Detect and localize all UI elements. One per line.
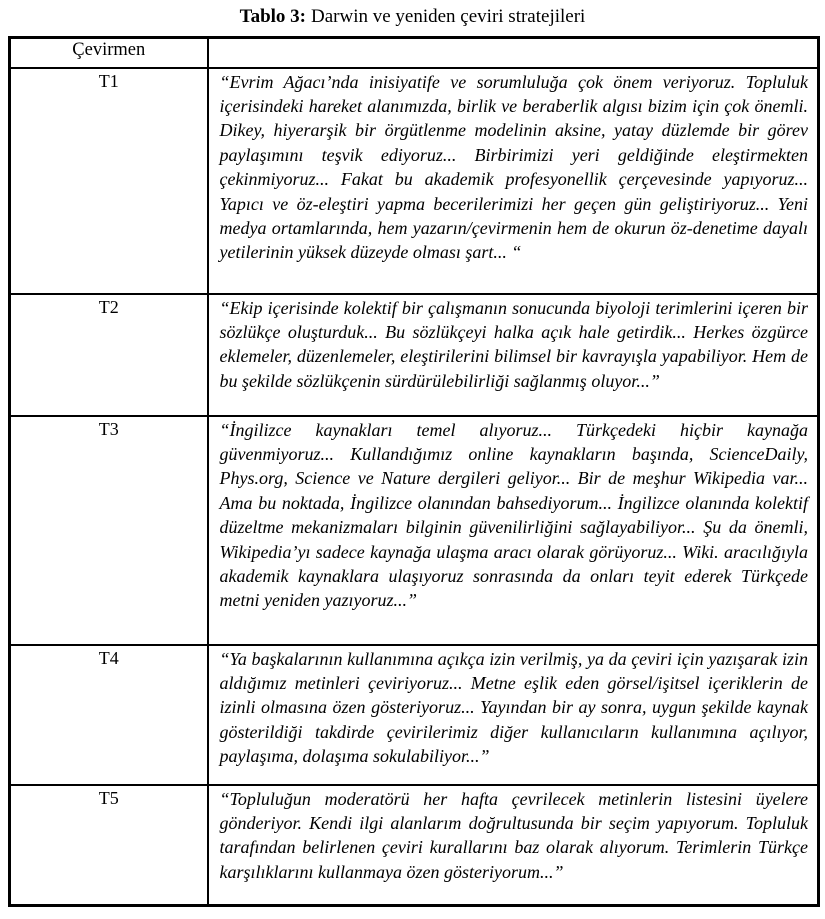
table-caption: [8, 5, 817, 29]
quote-cell: “Topluluğun moderatörü her hafta çevrilecek metinlerin listesini üyelere gönderiyor. Kendi ilgi alanlarım doğrultusunda bir seçim yapıyorum. Topluluk tarafından belirlenen çeviri kurallarını baz olarak alıyorum. Terimlerin Türkçe karşılıklarını kullanmaya özen gösteriyorum...”: [208, 785, 819, 906]
header-cell-quote: [208, 38, 819, 68]
translator-cell: T2: [10, 294, 208, 416]
header-cell-translator: Çevirmen: [10, 38, 208, 68]
quote-cell: “Ekip içerisinde kolektif bir çalışmanın sonucunda biyoloji terimlerini içeren bir sözlükçe oluşturduk... Bu sözlükçeyi halka açık hale getirdik... Herkes özgürce eklemeler, düzenlemeler, eleştirilerini bilimsel bir kavrayışla yapabiliyor. Hem de bu şekilde sözlükçenin sürdürülebilirliği sağlanmış oluyor...”: [208, 294, 819, 416]
table-header-row: [10, 38, 819, 68]
table-row: [10, 785, 819, 906]
table-row: [10, 645, 819, 785]
quote-cell: “Ya başkalarının kullanımına açıkça izin verilmiş, ya da çeviri için yazışarak izin aldığımız metinleri çeviriyoruz... Metne eşlik eden görsel/işitsel içeriklerin de izinli olmasına özen gösteriyoruz... Yayından bir ay sonra, uygun şekilde kaynak gösterildiği takdirde çevirilerimiz diğer kullanıcıların kullanımına açılıyor, paylaşıma, dolaşıma sokulabiliyor...”: [208, 645, 819, 785]
table-caption-label: Tablo 3:: [239, 6, 306, 27]
table-row: [10, 416, 819, 645]
translator-cell: T1: [10, 68, 208, 294]
table-row: [10, 68, 819, 294]
table-caption-text: Darwin ve yeniden çeviri stratejileri: [311, 6, 586, 27]
translation-strategies-table: [8, 36, 820, 907]
table-row: [10, 294, 819, 416]
translator-cell: T4: [10, 645, 208, 785]
translator-cell: T5: [10, 785, 208, 906]
translator-cell: T3: [10, 416, 208, 645]
quote-cell: “İngilizce kaynakları temel alıyoruz... Türkçedeki hiçbir kaynağa güvenmiyoruz... Kullandığımız online kaynakların başında, ScienceDaily, Phys.org, Science ve Nature dergileri geliyor... Bir de meşhur Wikipedia var... Ama bu noktada, İngilizce olanından bahsediyorum... İngilizce olanında kolektif düzeltme mekanizmaları bilginin güvenilirliğini sağlayabiliyor... Şu da önemli, Wikipedia’yı sadece kaynağa ulaşma aracı olarak görüyoruz... Wiki. aracılığıyla akademik kaynaklara ulaşıyoruz sonrasında da onları teyit ederek Türkçede metni yeniden yazıyoruz...”: [208, 416, 819, 645]
quote-cell: “Evrim Ağacı’nda inisiyatife ve sorumluluğa çok önem veriyoruz. Topluluk içerisindeki hareket alanımızda, birlik ve beraberlik algısı bizim için çok önemli. Dikey, hiyerarşik bir örgütlenme modelinin aksine, yatay düzlemde bir görev paylaşımını teşvik ediyoruz... Birbirimizi yeri geldiğinde eleştirmekten çekinmiyoruz... Fakat bu akademik profesyonellik çerçevesinde yapıyoruz... Yapıcı ve öz-eleştiri yapma becerilerimizi her geçen gün geliştiriyoruz... Yeni medya ortamlarında, hem yazarın/çevirmenin hem de okurun öz-denetime dayalı yetilerinin yüksek düzeyde olması şart... “: [208, 68, 819, 294]
